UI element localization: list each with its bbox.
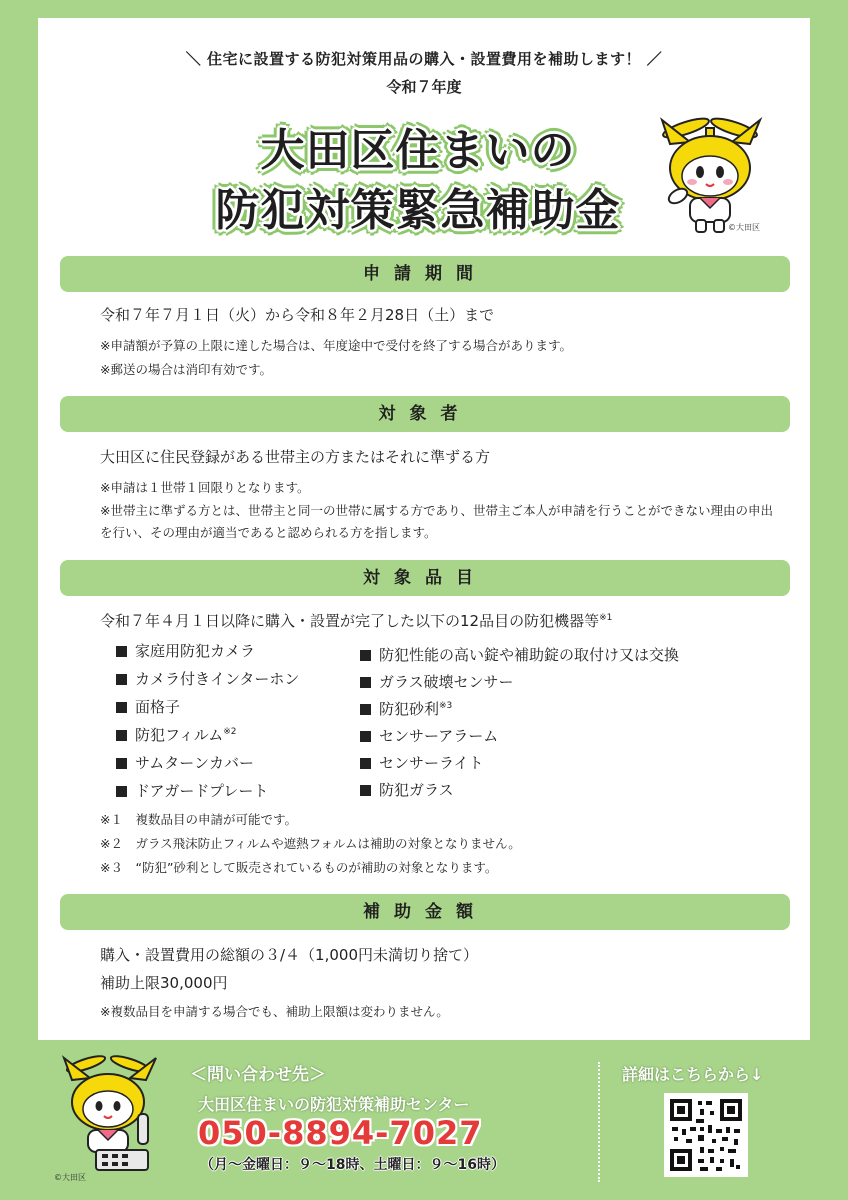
item-left-5: サムターンカバー	[116, 752, 254, 773]
title-line-2: 防犯対策緊急補助金	[215, 185, 621, 236]
contact-heading: ＜問い合わせ先＞	[190, 1065, 326, 1085]
items-main-text: 令和７年４月１日以降に購入・設置が完了した以下の12品目の防犯機器等	[100, 612, 600, 630]
bullet-square-icon	[116, 730, 127, 741]
bullet-square-icon	[360, 758, 371, 769]
section-heading-amount: 補助金額	[60, 894, 790, 930]
item-left-6: ドアガードプレート	[116, 780, 268, 801]
mascot-copyright: ©大田区	[728, 223, 760, 232]
bullet-square-icon	[116, 674, 127, 685]
item-right-1: 防犯性能の高い錠や補助錠の取付け又は交換	[360, 644, 679, 665]
amount-note: ※複数品目を申請する場合でも、補助上限額は変わりません。	[100, 1004, 449, 1019]
items-note-3: ※３ “防犯”砂利として販売されているものが補助の対象となります。	[100, 860, 498, 875]
amount-main: 購入・設置費用の総額の３/４（1,000円未満切り捨て）	[100, 946, 478, 964]
bullet-square-icon	[116, 786, 127, 797]
item-left-4: 防犯フィルム$^{※2}$	[116, 724, 236, 745]
item-left-1: 家庭用防犯カメラ	[116, 640, 255, 661]
item-left-2: カメラ付きインターホン	[116, 668, 299, 689]
amount-limit: 補助上限30,000円	[100, 974, 228, 992]
items-note-1: ※１ 複数品目の申請が可能です。	[100, 812, 297, 827]
items-main	[100, 610, 612, 631]
eligible-note-1: ※申請は１世帯１回限りとなります。	[100, 480, 310, 495]
section-heading-items: 対象品目	[60, 560, 790, 596]
footer-divider	[598, 1062, 600, 1182]
section-heading-period: 申請期間	[60, 256, 790, 292]
bullet-square-icon	[360, 704, 371, 715]
qr-code-icon[interactable]	[664, 1093, 748, 1177]
eligible-note-2: ※世帯主に準ずる方とは、世帯主と同一の世帯に属する方であり、世帯主ご本人が申請を行うことができない理由の申出を行い、その理由が適当であると認められる方を指します。	[100, 503, 773, 540]
mascot-illustration	[656, 114, 766, 234]
mascot-phone-illustration	[60, 1052, 160, 1174]
item-right-2: ガラス破壊センサー	[360, 671, 514, 692]
contact-phone[interactable]: 050-8894-7027	[198, 1114, 483, 1152]
contact-org: 大田区住まいの防犯対策補助センター	[198, 1095, 470, 1114]
period-main: 令和７年７月１日（火）から令和８年２月28日（土）まで	[100, 306, 495, 324]
item-right-5: センサーライト	[360, 752, 484, 773]
bullet-square-icon	[116, 702, 127, 713]
contact-hours: （月～金曜日：９～18時、土曜日：９～16時）	[200, 1157, 505, 1173]
eligible-main: 大田区に住民登録がある世帯主の方またはそれに準ずる方	[100, 448, 491, 466]
fiscal-year: 令和７年度	[386, 78, 462, 96]
flyer-sheet	[38, 18, 810, 1040]
item-right-4: センサーアラーム	[360, 725, 498, 746]
item-right-6: 防犯ガラス	[360, 779, 454, 800]
section-heading-eligible: 対象者	[60, 396, 790, 432]
item-left-3: 面格子	[116, 696, 180, 717]
footer-mascot-copyright: ©大田区	[54, 1173, 86, 1182]
items-main-footnote: ※1	[599, 613, 613, 623]
item-right-3: 防犯砂利$^{※3}$	[360, 698, 452, 719]
bullet-square-icon	[360, 785, 371, 796]
period-note-1: ※申請額が予算の上限に達した場合は、年度途中で受付を終了する場合があります。	[100, 338, 572, 353]
items-note-2: ※２ ガラス飛沫防止フィルムや遮熱フォルムは補助の対象となりません。	[100, 836, 521, 851]
title-line-1: 大田区住まいの	[260, 125, 576, 176]
period-note-2: ※郵送の場合は消印有効です。	[100, 362, 272, 377]
bullet-square-icon	[116, 646, 127, 657]
details-label: 詳細はこちらから↓	[622, 1065, 764, 1084]
bullet-square-icon	[360, 650, 371, 661]
bullet-square-icon	[360, 731, 371, 742]
bullet-square-icon	[360, 677, 371, 688]
tagline: ＼ 住宅に設置する防犯対策用品の購入・設置費用を補助します！ ／	[185, 50, 663, 68]
bullet-square-icon	[116, 758, 127, 769]
